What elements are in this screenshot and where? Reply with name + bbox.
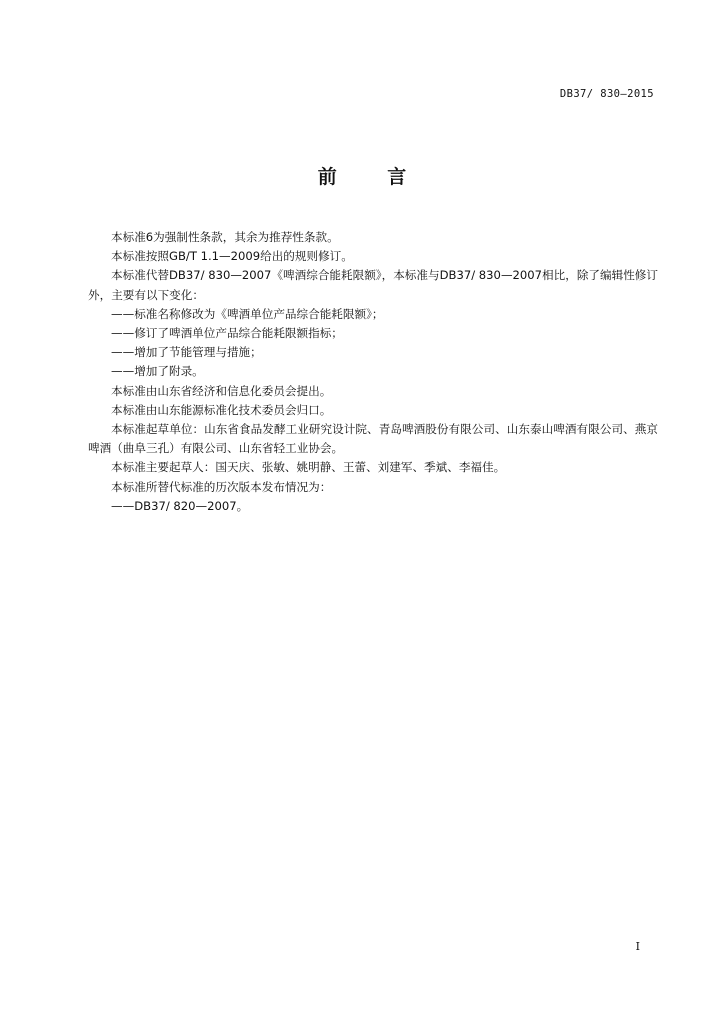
change-item-name: ——标准名称修改为《啤酒单位产品综合能耗限额》； xyxy=(111,306,384,321)
change-item-management: ——增加了节能管理与措施； xyxy=(111,345,262,360)
paragraph-drafters: 本标准主要起草人：国天庆、张敏、姚明静、王蕾、刘建军、季斌、李福佳。 xyxy=(111,460,506,475)
paragraph-replacement: 本标准代替DB37/ 830—2007《啤酒综合能耗限额》，本标准与DB37/ 830—2007相比，除了编辑性修订外，主要有以下变化： xyxy=(88,268,658,302)
paragraph-drafting-rules: 本标准按照GB/T 1.1—2009给出的规则修订。 xyxy=(111,249,353,264)
page-title: 前 言 xyxy=(317,166,429,188)
document-code: DB37/ 830—2015 xyxy=(559,88,654,100)
previous-edition-item: ——DB37/ 820—2007。 xyxy=(111,498,249,513)
foreword-body xyxy=(88,228,658,516)
page-number: I xyxy=(635,940,640,953)
paragraph-drafting-units: 本标准起草单位：山东省食品发酵工业研究设计院、青岛啤酒股份有限公司、山东泰山啤酒有限公司、燕京啤酒（曲阜三孔）有限公司、山东省轻工业协会。 xyxy=(88,422,658,456)
change-item-appendix: ——增加了附录。 xyxy=(111,364,204,379)
paragraph-centralized-by: 本标准由山东能源标准化技术委员会归口。 xyxy=(111,402,332,417)
paragraph-mandatory-clause: 本标准6为强制性条款，其余为推荐性条款。 xyxy=(111,230,339,244)
paragraph-proposer: 本标准由山东省经济和信息化委员会提出。 xyxy=(111,383,332,398)
change-item-limits: ——修订了啤酒单位产品综合能耗限额指标； xyxy=(111,326,343,341)
paragraph-previous-editions: 本标准所替代标准的历次版本发布情况为： xyxy=(111,479,332,494)
